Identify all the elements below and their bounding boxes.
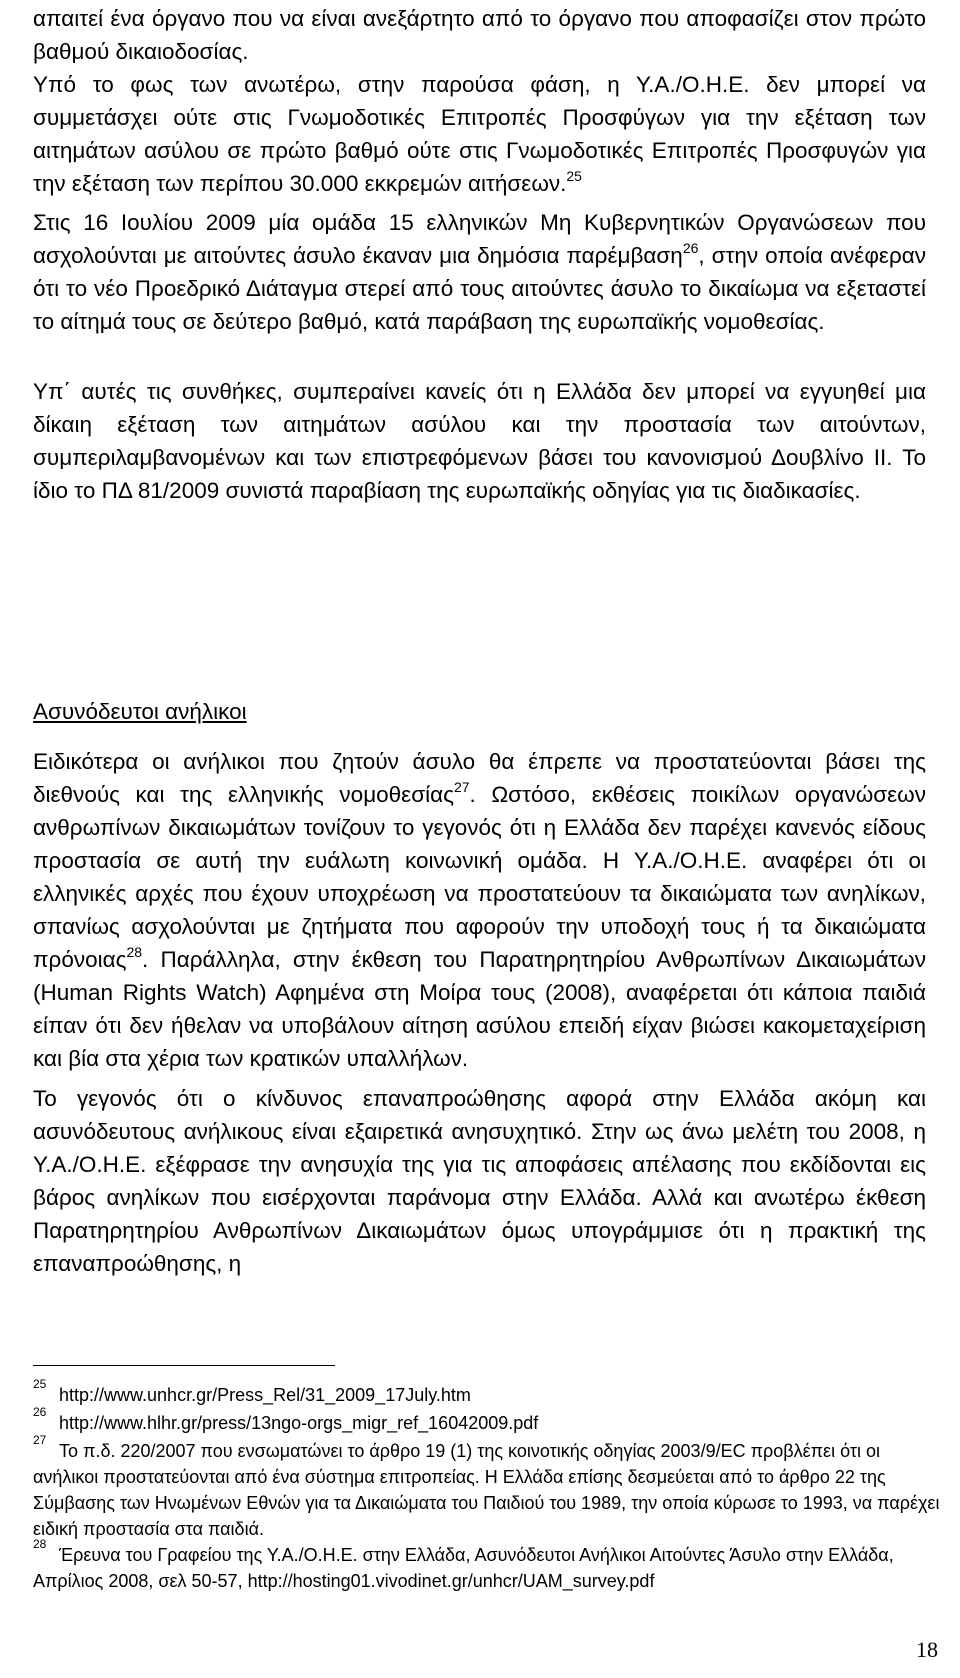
paragraph-refoulement [33,1082,926,1280]
footnote-26 [33,1405,943,1436]
paragraph-ngo-intervention [33,206,926,338]
footnote-number: 25 [33,1377,47,1391]
footnote-text: Έρευνα του Γραφείου της Υ.Α./Ο.Η.Ε. στην Ελλάδα, Ασυνόδευτοι Ανήλικοι Αιτούντες Άσυλο στην Ελλάδα, Απρίλιος 2008, σελ 50-57, http://hosting01.vivodinet.gr/unhcr/UAM_survey.pdf [33,1545,894,1591]
paragraph-text: απαιτεί ένα όργανο που να είναι ανεξάρτητο από το όργανο που αποφασίζει στον πρώτο βαθμού δικαιοδοσίας. [33,6,926,64]
paragraph-minors [33,745,926,1075]
paragraph-text: Στις 16 Ιουλίου 2009 μία ομάδα 15 ελληνικών Μη Κυβερνητικών Οργανώσεων που ασχολούνται με αιτούντες άσυλο έκαναν μια δημόσια παρέμβαση [33,210,926,268]
footnote-27 [33,1433,943,1542]
paragraph-text: . Παράλληλα, στην έκθεση του Παρατηρητηρίου Ανθρωπίνων Δικαιωμάτων (Human Rights Watch) Αφημένα στη Μοίρα τους (2008), αναφέρεται ότι κάποια παιδιά είπαν ότι δεν ήθελαν να υποβάλουν αίτηση ασύλου επειδή είχαν βιώσει κακομεταχείριση και βία στα χέρια των κρατικών υπαλλήλων. [33,947,926,1071]
section-heading: Ασυνόδευτοι ανήλικοι [33,699,247,724]
paragraph-text: Ειδικότερα οι ανήλικοι που ζητούν άσυλο θα έπρεπε να προστατεύονται βάσει της διεθνούς και της ελληνικής νομοθεσίας [33,749,926,807]
paragraph-text: . Ωστόσο, εκθέσεις ποικίλων οργανώσεων ανθρωπίνων δικαιωμάτων τονίζουν το γεγονός ότι η Ελλάδα δεν παρέχει κανενός είδους προστασία σε αυτή την ευάλωτη κοινωνική ομάδα. Η Υ.Α./Ο.Η.Ε. αναφέρει ότι οι ελληνικές αρχές που έχουν υποχρέωση να προστατεύουν τα δικαιώματα των ανηλίκων, σπανίως ασχολούνται με ζητήματα που αφορούν την υποδοχή τους ή τα δικαιώματα πρόνοιας [33,782,926,972]
footnote-ref-27[interactable]: 27 [453,778,470,795]
paragraph-text: Το γεγονός ότι ο κίνδυνος επαναπροώθησης αφορά στην Ελλάδα ακόμη και ασυνόδευτους ανήλικους είναι εξαιρετικά ανησυχητικό. Στην ως άνω μελέτη του 2008, η Υ.Α./Ο.Η.Ε. εξέφρασε την ανησυχία της για τις αποφάσεις απέλασης που εκδίδονται εις βάρος ανηλίκων που εισέρχονται παράνομα στην Ελλάδα. Αλλά και ανωτέρω έκθεση Παρατηρητηρίου Ανθρωπίνων Δικαιωμάτων όμως υπογράμμισε ότι η πρακτική της επαναπροώθησης, η [33,1086,926,1276]
paragraph-continuation [33,2,926,68]
footnote-number: 27 [33,1433,47,1447]
footnote-25 [33,1377,943,1408]
footnote-separator [33,1365,335,1366]
paragraph-text: Υπό το φως των ανωτέρω, στην παρούσα φάση, η Υ.Α./Ο.Η.Ε. δεν μπορεί να συμμετάσχει ούτε στις Γνωμοδοτικές Επιτροπές Προσφύγων για την εξέταση των αιτημάτων ασύλου σε πρώτο βαθμό ούτε στις Γνωμοδοτικές Επιτροπές Προσφυγών για την εξέταση των περίπου 30.000 εκκρεμών αιτήσεων. [33,72,926,196]
footnote-ref-26[interactable]: 26 [682,239,699,256]
paragraph-unhcr-participation [33,68,926,200]
footnote-link[interactable]: http://www.unhcr.gr/Press_Rel/31_2009_17July.htm [59,1385,471,1405]
paragraph-text: , στην οποία ανέφεραν ότι το νέο Προεδρικό Διάταγμα στερεί από τους αιτούντες άσυλο το δικαίωμα να εξεταστεί το αίτημά τους σε δεύτερο βαθμό, κατά παράβαση της ευρωπαϊκής νομοθεσίας. [33,243,926,334]
footnote-ref-28[interactable]: 28 [126,943,143,960]
paragraph-text: Υπ΄ αυτές τις συνθήκες, συμπεραίνει κανείς ότι η Ελλάδα δεν μπορεί να εγγυηθεί μια δίκαιη εξέταση των αιτημάτων ασύλου και την προστασία των αιτούντων, συμπεριλαμβανομένων και των επιστρεφόμενων βάσει του κανονισμού Δουβλίνο ΙΙ. Το ίδιο το ΠΔ 81/2009 συνιστά παραβίαση της ευρωπαϊκής οδηγίας για τις διαδικασίες. [33,379,926,503]
footnote-number: 28 [33,1537,47,1551]
footnote-number: 26 [33,1405,47,1419]
footnote-link[interactable]: http://www.hlhr.gr/press/13ngo-orgs_migr_ref_16042009.pdf [59,1413,539,1433]
footnote-28 [33,1537,943,1594]
footnote-text: Το π.δ. 220/2007 που ενσωματώνει το άρθρο 19 (1) της κοινοτικής οδηγίας 2003/9/EC προβλέπει ότι οι ανήλικοι προστατεύονται από ένα σύστημα επιτροπείας. Η Ελλάδα επίσης δεσμεύεται από το άρθρο 22 της Σύμβασης των Ηνωμένων Εθνών για τα Δικαιώματα του Παιδιού του 1989, την οποία κύρωσε το 1993, να παρέχει ειδική προστασία στα παιδιά. [33,1441,940,1539]
footnote-ref-25[interactable]: 25 [566,167,582,184]
page-number: 18 [916,1637,938,1662]
paragraph-conclusion [33,375,926,507]
